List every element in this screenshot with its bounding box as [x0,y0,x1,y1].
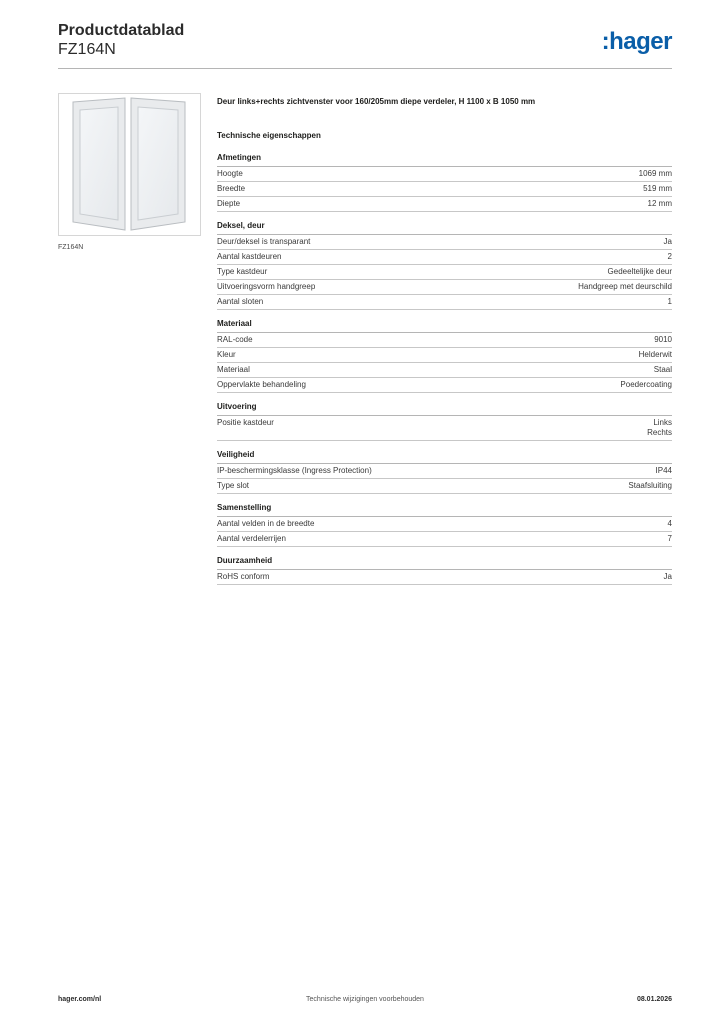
spec-row [217,295,672,310]
spec-value [668,252,672,262]
spec-value-line: Staal [653,365,672,374]
spec-label: Kleur [217,350,236,359]
spec-row [217,197,672,212]
spec-row [217,464,672,479]
spec-value [608,267,672,277]
spec-value [620,380,672,390]
spec-label: Positie kastdeur [217,418,274,427]
logo-mark-icon: : [601,28,610,55]
spec-section [217,449,672,494]
spec-value-line: Poedercoating [620,380,672,389]
spec-value-line: 1 [667,297,672,306]
section-title: Materiaal [217,318,672,333]
spec-label: Aantal kastdeuren [217,252,282,261]
spec-row [217,479,672,494]
spec-section [217,401,672,441]
spec-value-line: 4 [667,519,672,528]
page-header [58,22,672,70]
spec-row [217,235,672,250]
spec-value-line: 9010 [654,335,672,344]
spec-value-line: Rechts [647,428,672,437]
spec-row [217,363,672,378]
spec-section [217,318,672,393]
spec-row [217,532,672,547]
spec-value [664,237,672,247]
spec-row [217,182,672,197]
spec-value-line: 12 mm [647,199,672,208]
door-panels-icon [59,94,202,237]
spec-value [647,418,672,438]
spec-section [217,152,672,212]
product-image [58,93,201,236]
spec-label: Hoogte [217,169,243,178]
spec-value [656,466,672,476]
spec-value [668,297,672,307]
spec-value-line: Staafsluiting [628,481,672,490]
spec-label: IP-beschermingsklasse (Ingress Protection) [217,466,372,475]
spec-row [217,333,672,348]
spec-row [217,378,672,393]
spec-label: Aantal verdelerrijen [217,534,286,543]
spec-label: Deur/deksel is transparant [217,237,311,246]
page-title: Productdatablad [58,22,185,39]
spec-label: Diepte [217,199,241,208]
spec-value [668,534,672,544]
spec-section [217,220,672,310]
spec-value [643,184,672,194]
section-title: Samenstelling [217,502,672,517]
spec-value-line: IP44 [655,466,672,475]
footer-disclaimer: Technische wijzigingen voorbehouden [306,996,424,1003]
spec-label: RoHS conform [217,572,270,581]
spec-label: Type kastdeur [217,267,268,276]
spec-value [578,282,672,292]
spec-row [217,250,672,265]
spec-value-line: Handgreep met deurschild [578,282,672,291]
section-title: Veiligheid [217,449,672,464]
spec-value-line: 7 [667,534,672,543]
spec-label: RAL-code [217,335,253,344]
spec-row [217,348,672,363]
product-code: FZ164N [58,41,116,58]
spec-label: Breedte [217,184,246,193]
spec-value [628,481,672,491]
section-title: Uitvoering [217,401,672,416]
section-title: Afmetingen [217,152,672,167]
spec-row [217,167,672,182]
spec-sections [217,152,672,585]
footer-date: 08.01.2026 [636,996,672,1003]
spec-value-line: Links [653,418,672,427]
logo-text: hager [609,28,672,55]
spec-section [217,555,672,585]
spec-row [217,517,672,532]
product-details [217,96,672,593]
spec-row [217,265,672,280]
page-footer [58,996,672,1010]
section-title: Deksel, deur [217,220,672,235]
spec-label: Uitvoeringsvorm handgreep [217,282,316,291]
spec-label: Oppervlakte behandeling [217,380,306,389]
spec-label: Aantal velden in de breedte [217,519,315,528]
spec-section [217,502,672,547]
spec-label: Type slot [217,481,250,490]
image-caption: FZ164N [58,244,84,251]
technical-properties-title: Technische eigenschappen [217,131,321,140]
product-description: Deur links+rechts zichtvenster voor 160/205mm diepe verdeler, H 1100 x B 1050 mm [217,97,536,106]
section-title: Duurzaamheid [217,555,672,570]
spec-label: Aantal sloten [217,297,264,306]
spec-value-line: 2 [667,252,672,261]
spec-value-line: Ja [663,572,672,581]
spec-label: Materiaal [217,365,250,374]
spec-value-line: Helderwit [638,350,672,359]
spec-value [668,519,672,529]
spec-row [217,416,672,441]
spec-value [639,169,672,179]
spec-row [217,280,672,295]
spec-value [654,365,672,375]
spec-value-line: 519 mm [643,184,672,193]
spec-value [654,335,672,345]
hager-logo [602,28,672,56]
spec-row [217,570,672,585]
spec-value-line: Gedeeltelijke deur [607,267,672,276]
spec-value-line: Ja [663,237,672,246]
header-divider [58,68,672,69]
spec-value-line: 1069 mm [638,169,672,178]
spec-value [648,199,672,209]
spec-value [639,350,672,360]
spec-value [664,572,672,582]
footer-website: hager.com/nl [58,996,102,1003]
